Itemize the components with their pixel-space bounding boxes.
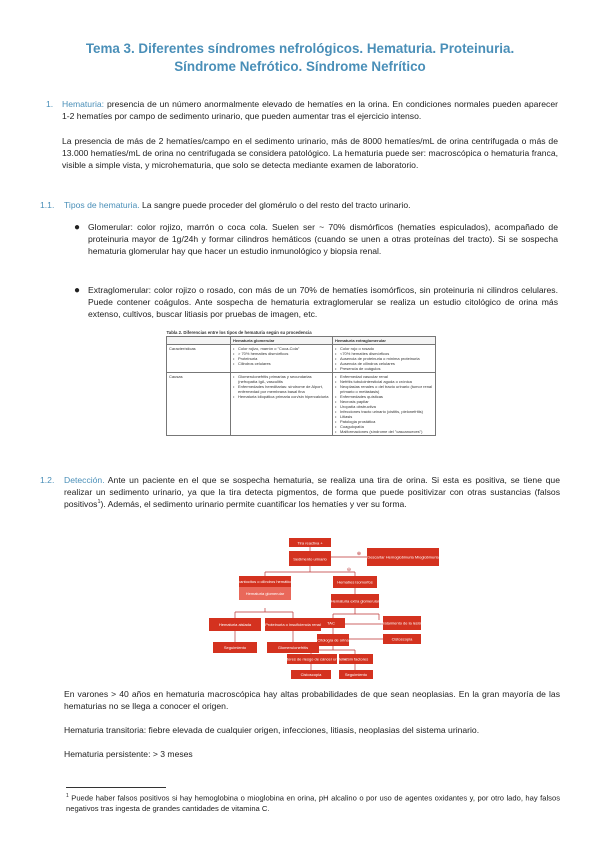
node-sedimento: Sedimento urinario	[293, 556, 327, 562]
section-1-2-paragraph	[64, 475, 560, 511]
list-item: • Presencia de coágulos	[335, 366, 433, 371]
hematuria-types-table	[166, 330, 436, 436]
node-factores: + Factores de riesgo de cáncer urotelial	[276, 656, 348, 662]
section-1-paragraph	[62, 99, 558, 123]
bullet-extraglomerular-marker: ●	[74, 285, 81, 296]
list-item: • Enfermedad vascular renal	[335, 374, 433, 379]
list-item: • Malformaciones (síndrome del "cascanueces")	[335, 429, 433, 434]
list-item: • Infecciones tracto urinario (cistitis, pielonefritis)	[335, 409, 433, 414]
list-item: • Color rojo o rosado	[335, 346, 433, 351]
table-row	[167, 345, 436, 373]
list-item: • Neoplasias renales o del tracto urinario (tumor renal primario o metástasis)	[335, 384, 433, 394]
page-title	[40, 40, 560, 76]
table-caption: Tabla 2. Diferencias entre los tipos de hematuria según su procedencia	[166, 330, 312, 335]
paragraph-persistente: Hematuria persistente: > 3 meses	[64, 749, 193, 759]
footnote-ref: 1	[97, 498, 101, 505]
plus-symbol: ⊕	[356, 551, 362, 557]
table-cell-extra-causes	[333, 373, 436, 436]
node-tratamiento: Tratamiento de la lesión	[380, 620, 424, 626]
table-cell-extra-characteristics	[333, 345, 436, 373]
node-aislada: Hematuria aislada	[218, 622, 252, 627]
title-line-1: Tema 3. Diferentes síndromes nefrológicos. Hematuria. Proteinuria.	[85, 41, 515, 56]
table-row	[167, 373, 436, 436]
node-cistoscopia-1: Cistoscopia	[391, 636, 413, 642]
node-isomorfos: Hematíes isomorfos	[337, 579, 373, 585]
footnote-number: 1	[66, 793, 69, 799]
node-hemoglobinuria: Descartar Hemoglobinuria Mioglobinuria	[367, 554, 439, 560]
title-line-2: Síndrome Nefrótico. Síndrome Nefrítico	[174, 59, 426, 75]
paragraph-transitoria: Hematuria transitoria: fiebre elevada de cualquier origen, infecciones, litiasis, neoplasias del sistema urinario.	[64, 725, 480, 735]
table-header-glomerular: Hematuria glomerular	[231, 337, 333, 345]
footnote-text: Puede haber falsos positivos si hay hemoglobina o mioglobina en orina, pH alcalino o por uso de agentes oxidantes y, por otro lado, hay falsos negativos tras ingesta de grandes cantidades de vitamina C.	[66, 793, 560, 813]
bullet-glomerular: Glomerular: color rojizo, marrón o coca cola. Suelen ser ~ 70% dismórficos (hematíes espiculados), acompañado de proteinuria mayor de 1g/24h y formar cilindros hemáticos (cuando se unen a otras proteínas del tracto). Si se sospecha hematuria glomerular hay que hacer un estudio inmunológico y biopsia renal.	[88, 222, 558, 256]
minus-symbol: ⊖	[346, 567, 352, 573]
node-tira: Tira reactiva +	[297, 540, 323, 546]
list-item: • Patología prostática	[335, 419, 433, 424]
section-1-1-text: La sangre puede proceder del glomérulo o del resto del tracto urinario.	[139, 200, 411, 210]
table-header-empty	[167, 337, 231, 345]
footnote	[66, 793, 560, 814]
section-1-term: Hematuria:	[62, 99, 105, 109]
bullet-glomerular-marker: ●	[74, 222, 81, 233]
list-item: • Nefritis tubulointersticial aguda o crónica	[335, 379, 433, 384]
node-proteinuria: Proteinuria o insuficiencia renal	[265, 622, 321, 627]
paragraph-varones: En varones > 40 años en hematuria macroscópica hay altas probabilidades de que sean neoplasias. En la gran mayoría de las hematurias no se llega a conocer el origen.	[64, 689, 560, 711]
section-1-1-number: 1.1.	[40, 200, 55, 210]
list-item: • Coagulopatía	[335, 424, 433, 429]
list-item: • Color rojizo, marrón o "Coca-Cola"	[233, 346, 330, 351]
list-item: • Enfermedades hereditarias: síndrome de Alport, enfermedad por membrana basal fina	[233, 384, 330, 394]
section-1-1-term: Tipos de hematuria.	[64, 200, 140, 210]
section-1-2-term: Detección.	[64, 475, 105, 485]
section-1-2-text: Ante un paciente en el que se sospecha hematuria, se realiza una tira de orina. Si esta es positiva, se tiene que realizar un sedimento urinario, ya que la tira detecta pigmentos, de forma que puede positivizar con otras sustancias (falsos positivos	[64, 475, 560, 509]
footnote-divider	[66, 787, 166, 788]
node-tac: TAC	[327, 620, 335, 626]
section-1-2-text-2: ). Además, el sedimento urinario permite cuantificar los hematíes y ver su forma.	[100, 498, 407, 509]
node-cistoscopia-2: Cistoscopia	[300, 672, 322, 677]
table-row-label: Causas	[167, 373, 231, 436]
node-sin-factores: + Sin factores	[343, 656, 369, 662]
list-item: • Ausencia de cilindros celulares	[335, 361, 433, 366]
section-1-text: presencia de un número anormalmente elevado de hematíes en la orina. En condiciones normales pueden aparecer 1-2 hematíes por campo de sedimento urinario, que pueden aumentar tras el ejercicio intenso.	[62, 99, 558, 121]
node-acantocitos: Acantocitos o cilindros hemáticos	[235, 579, 295, 584]
detection-flowchart	[205, 536, 445, 692]
list-item: • Enfermedades quísticas	[335, 394, 433, 399]
section-1-paragraph-2: La presencia de más de 2 hematíes/campo en el sedimento urinario, más de 8000 hematíes/mL de orina centrifugada o más de 13.000 hematíes/mL de orina no centrifugada se considera patológico. La hematuria puede ser: macroscópica o hematuria franca, visible a simple vista, y microhematuria, que solo se detecta mediante examen de laboratorio.	[62, 136, 558, 170]
list-item: • Ausencia de proteinuria o mínima proteinuria	[335, 356, 433, 361]
list-item: • Litiasis	[335, 414, 433, 419]
table-cell-glom-causes	[231, 373, 333, 436]
section-1-2-number: 1.2.	[40, 475, 55, 485]
list-item: • Necrosis papilar	[335, 399, 433, 404]
node-seguimiento-2: Seguimiento	[344, 672, 368, 677]
list-item: • <70% hematíes dismórficos	[335, 351, 433, 356]
list-item: • Proteinuria	[233, 356, 330, 361]
bullet-extraglomerular: Extraglomerular: color rojizo o rosado, con más de un 70% de hematíes isomórficos, sin proteinuria ni cilindros celulares. Puede contener coágulos. Ante sospecha de hematuria extraglomerular se realiza un estudio citológico de orina más extenso, cultivos, buscar litiasis por pruebas de imagen, etc.	[88, 285, 558, 319]
table-cell-glom-characteristics	[231, 345, 333, 373]
list-item: • Uropatía obstructiva	[335, 404, 433, 409]
node-extraglomerular: Hematuria extra glomerular	[330, 598, 380, 604]
node-glomerulonefritis: Glomerulonefritis	[277, 645, 309, 650]
node-glomerular: Hematuria glomerular	[245, 591, 285, 596]
list-item: • Glomerulonefritis primarias y secundarias (nefropatía IgA, vasculitis	[233, 374, 330, 384]
list-item: • Hematuria idiopática primaria con/sin hipercalciuria	[233, 394, 330, 399]
list-item: • > 70% hematíes dismórficos	[233, 351, 330, 356]
node-citologia: Citología de orina	[317, 637, 349, 643]
table-row-label: Características	[167, 345, 231, 373]
table-header-extraglomerular: Hematuria extraglomerular	[333, 337, 436, 345]
list-item: • Cilindros celulares	[233, 361, 330, 366]
node-seguimiento-1: Seguimiento	[223, 645, 247, 650]
section-1-1-paragraph	[64, 200, 560, 212]
section-1-number: 1.	[46, 99, 54, 109]
